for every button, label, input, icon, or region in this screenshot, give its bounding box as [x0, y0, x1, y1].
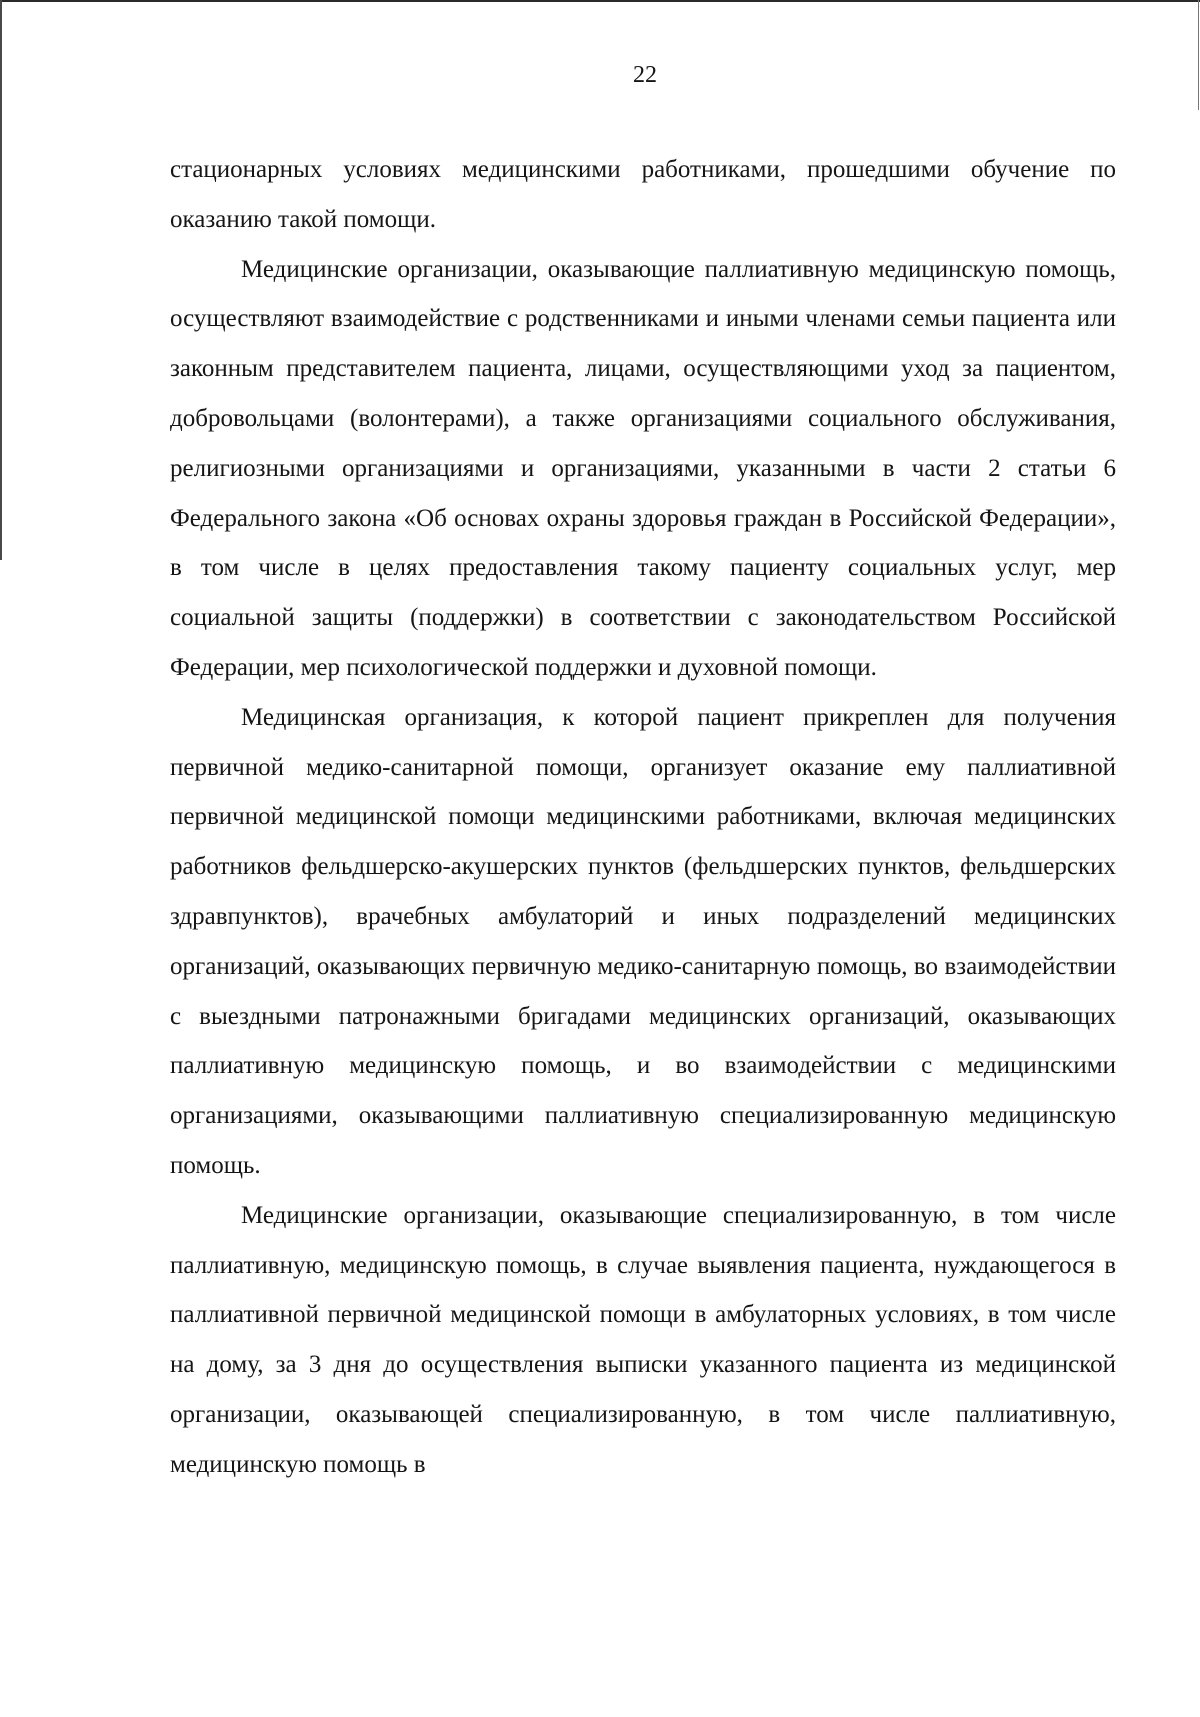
- paragraph-continued: стационарных условиях медицинскими работниками, прошедшими обучение по оказанию такой помощи.: [170, 156, 1116, 233]
- paragraph-interaction: Медицинские организации, оказывающие паллиативную медицинскую помощь, осуществляют взаимодействие с родственниками и иными членами семьи пациента или законным представителем пациента, лицами, осуществляющими уход за пациентом, добровольцами (волонтерами), а также организациями социального обслуживания, религиозными организациями и организациями, указанными в части 2 статьи 6 Федерального закона «Об основах охраны здоровья граждан в Российской Федерации», в том числе в целях предоставления такому пациенту социальных услуг, мер социальной защиты (поддержки) в соответствии с законодательством Российской Федерации, мер психологической поддержки и духовной помощи.: [170, 255, 1116, 681]
- scan-edge-right: [1198, 0, 1199, 110]
- paragraph-specialized-care: Медицинские организации, оказывающие специализированную, в том числе паллиативную, медицинскую помощь, в случае выявления пациента, нуждающегося в паллиативной первичной медицинской помощи в амбулаторных условиях, в том числе на дому, за 3 дня до осуществления выписки указанного пациента из медицинской организации, оказывающей специализированную, в том числе паллиативную, медицинскую помощь в: [170, 1201, 1116, 1478]
- paragraph-primary-care: Медицинская организация, к которой пациент прикреплен для получения первичной медико-санитарной помощи, организует оказание ему паллиативной первичной медицинской помощи медицинскими работниками, включая медицинских работников фельдшерско-акушерских пунктов (фельдшерских пунктов, фельдшерских здравпунктов), врачебных амбулаторий и иных подразделений медицинских организаций, оказывающих первичную медико-санитарную помощь, во взаимодействии с выездными патронажными бригадами медицинских организаций, оказывающих паллиативную медицинскую помощь, и во взаимодействии с медицинскими организациями, оказывающими паллиативную специализированную медицинскую помощь.: [170, 703, 1116, 1179]
- scan-edge-top: [0, 0, 1200, 2]
- page-number: 22: [633, 62, 657, 88]
- document-body: [170, 145, 1116, 1490]
